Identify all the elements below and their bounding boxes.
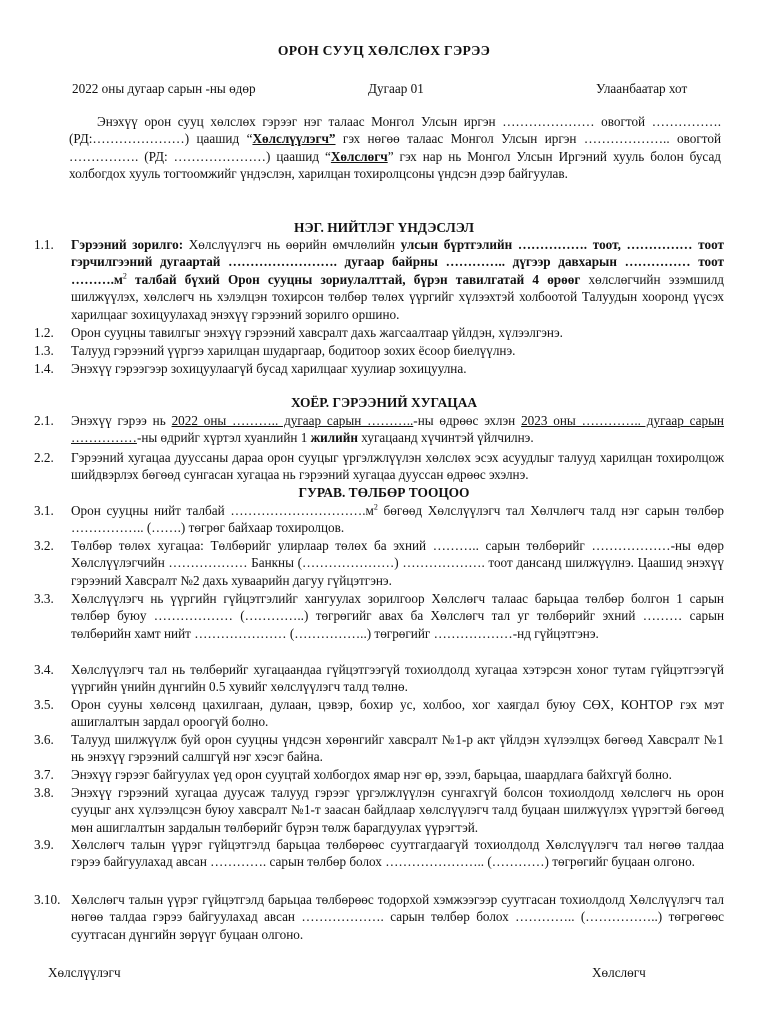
clause-text: Хөлслөгч талын үүрэг гүйцэтгэлд барьцаа төлбөрөөс тодорхой хэмжээгээр суутгасан тохиолдолд Хөлслүүлэгч тал нөгөө талдаа гэрээ байгуулахад авсан ………………. сарын төлбөр болох ………….. (……………..) төгрөгөөс суутгасан дүнгийн зөрүүг буцаан олгоно.: [71, 892, 724, 942]
clause-text: Төлбөр төлөх хугацаа: Төлбөрийг улирлаар төлөх ба эхний ……….. сарын төлбөрийг ………………-ны өдөр Хөлслүүлэгчийн ……………… Банкны (…………………) ………………. тоот дансанд шилжүүлнэ. Цаашид энэхүү гэрээний Хавсралт №2 дахь хуваарийн дагуу гүйцэтгэнэ.: [71, 538, 724, 588]
clause-number: 3.8.: [34, 785, 54, 800]
clause-1-1: [34, 236, 724, 323]
clause-text: Гэрээний хугацаа дууссаны дараа орон сууцыг үргэлжлүүлэн хөлслөх эсэх асуудлыг талууд харилцан тохиролцож шийдвэрлэх бөгөөд сунгасан хугацаа нь гэрээний хугацаа дууссан өдрөөс эхэлнэ.: [71, 450, 724, 483]
party-lessee: Хөлслөгч: [330, 148, 388, 164]
clause-number: 2.1.: [34, 413, 54, 428]
clause-number: 3.2.: [34, 538, 54, 553]
clause-number: 3.5.: [34, 697, 54, 712]
clause-bold-text: талбай бүхий Орон сууцны зориулалттай, бүрэн тавилгатай 4 өрөөг: [126, 271, 581, 287]
clause-text: Энэхүү гэрээний хугацаа дуусаж талууд гэрээг үргэлжлүүлэн сунгахгүй болсон тохиолдолд хөлслөгч нь орон сууцыг анх хүлээлцсэн буюу хавсралт №1-т заасан байдлаар хөлслүүлэгч талд буцаан шилжүүлэх үүрэгтэй бөгөөд мөн ашиглалтын зардалын төлбөрийг бүрэн төлж барагдуулах үүрэгтэй.: [71, 785, 724, 835]
clause-bold-text: жилийн: [310, 430, 358, 446]
clause-3-6: [34, 731, 724, 766]
clause-3-2: [34, 537, 724, 589]
clause-2-2: [34, 449, 724, 484]
superscript: 2: [373, 502, 378, 512]
clause-2-1: [34, 412, 724, 447]
clause-text: -ны өдрийг хүртэл хуанлийн 1: [136, 430, 311, 446]
clause-1-4: [34, 360, 724, 377]
clause-text: Энэхүү гэрээгээр зохицуулаагүй бусад харилцааг хуулиар зохицуулна.: [71, 361, 467, 376]
clause-bold-text: улсын бүртгэлийн ……………. тоот, …………… тоот гэрчилгээний дугаартай ……………………. дугаар байрны ………….. дүгээр давхарын …………… тоот ……….м: [71, 237, 724, 287]
clause-number: 1.2.: [34, 325, 54, 340]
intro-text-3: ” гэх нар нь Монгол Улсын Иргэний хууль болон бусад холбогдох хууль тогтоомжийг үндэслэн, харилцан тохиролцсоны үндсэн дээр байгуулав.: [69, 148, 722, 182]
clause-1-2: [34, 324, 724, 341]
clause-3-7: [34, 766, 724, 783]
clause-text: Энэхүү гэрээ нь: [71, 413, 172, 428]
clause-number: 3.6.: [34, 732, 54, 747]
section-heading-3: ГУРАВ. ТӨЛБӨР ТООЦОО: [298, 485, 470, 500]
clause-text: хугацаанд хүчинтэй үйлчилнэ.: [357, 430, 534, 446]
clause-number: 3.4.: [34, 662, 54, 677]
clause-3-8: [34, 784, 724, 836]
clause-number: 3.3.: [34, 591, 54, 606]
clause-number: 3.1.: [34, 503, 54, 518]
clause-text: бөгөөд Хөлслүүлэгч тал Хөлчлөгч талд нэг сарын төлбөр …………….. (…….) төгрөг байхаар тохиролцов.: [71, 503, 724, 536]
clause-text: Хөлслүүлэгч тал нь төлбөрийг хугацаандаа гүйцэтгээгүй тохиолдолд хугацаа хэтэрсэн хоног тутам гүйцэтгээгүй үүргийн үнийн дүнгийн 0.5 хувийг хөлслүүлэгч талд төлнө.: [71, 662, 724, 695]
clause-number: 1.4.: [34, 361, 54, 376]
intro-text-2: гэх нөгөө талаас Монгол Улсын иргэн ……………….. овогтой ……………. (РД: …………………) цаашид “: [69, 131, 721, 164]
clause-number: 3.7.: [34, 767, 54, 782]
clause-text: хөлслөгчийн эзэмшилд шилжүүлэх, хөлслөгч нь хэлэлцэн тохирсон төлбөр төлөх үүргийг хүлээхтэй холбоотой Талуудын хооронд үүсэх харилцааг зохицуулахад энэхүү гэрээний зорилго оршино.: [71, 271, 724, 322]
clause-3-5: [34, 696, 724, 731]
intro-paragraph: [69, 113, 721, 183]
clause-text: Талууд шилжүүлж буй орон сууцны үндсэн хөрөнгийг хавсралт №1-р акт үйлдэн хүлээлцэх бөгөөд Хавсралт №1 нь энэхүү гэрээний салшгүй нэг хэсэг байна.: [71, 732, 724, 765]
section-heading-2: ХОЁР. ГЭРЭЭНИЙ ХУГАЦАА: [290, 395, 478, 410]
contract-city: Улаанбаатар хот: [596, 81, 688, 96]
clause-text: -ны өдрөөс эхлэн: [413, 413, 522, 428]
clause-3-4: [34, 661, 724, 696]
clause-text: Орон сууцны тавилгыг энэхүү гэрээний хавсралт дахь жагсаалтаар үйлдэн, хүлээлгэнэ.: [71, 325, 563, 340]
clause-text: Орон сууцны нийт талбай ………………………….м: [71, 503, 374, 518]
clause-text: Энэхүү гэрээг байгуулах үед орон сууцтай холбогдох ямар нэг өр, зээл, барьцаа, шаардлага байхгүй болно.: [71, 767, 672, 782]
clause-number: 3.9.: [34, 837, 54, 852]
clause-number: 1.3.: [34, 343, 54, 358]
intro-text-1: Энэхүү орон сууц хөлслөх гэрээг нэг талаас Монгол Улсын иргэн ………………… овогтой ……………. (РД:…………………) цаашид “: [69, 114, 721, 147]
contract-number: Дугаар 01: [368, 81, 424, 96]
clause-3-3: [34, 590, 724, 642]
start-date: 2022 оны ……….. дугаар сарын ………..: [171, 413, 414, 428]
clause-3-1: [34, 502, 724, 537]
clause-lead: Гэрээний зорилго:: [71, 237, 184, 252]
clause-number: 3.10.: [34, 892, 61, 907]
signature-lessee: Хөлслөгч: [592, 965, 646, 980]
clause-text: Талууд гэрээний үүргээ харилцан шударгаар, бодитоор зохих ёсоор биелүүлнэ.: [71, 343, 516, 358]
clause-3-10: [34, 891, 724, 943]
superscript: 2: [122, 271, 127, 281]
document-title: ОРОН СУУЦ ХӨЛСЛӨХ ГЭРЭЭ: [277, 43, 491, 58]
clause-3-9: [34, 836, 724, 871]
clause-text: Хөлслүүлэгч нь өөрийн өмчлөлийн: [183, 237, 401, 252]
clause-number: 1.1.: [34, 237, 54, 252]
end-date: 2023 оны ………….. дугаар сарын ……………: [71, 413, 724, 446]
section-heading-1: НЭГ. НИЙТЛЭГ ҮНДЭСЛЭЛ: [294, 220, 474, 235]
clause-number: 2.2.: [34, 450, 54, 465]
clause-text: Хөлслөгч талын үүрэг гүйцэтгэлд барьцаа төлбөрөөс суутгагдаагүй тохиолдолд Хөлслүүлэгч тал нөгөө талдаа гэрээ байгуулахад авсан …………. сарын төлбөр болох ………………….. (…………) төгрөгийг буцаан олгоно.: [71, 837, 724, 870]
clause-text: Орон сууны хөлсөнд цахилгаан, дулаан, цэвэр, бохир ус, холбоо, хог хаягдал буюу СӨХ, КОНТОР гэх мэт ашиглалтын зардал ороогүй болно.: [71, 697, 724, 730]
party-lessor: Хөлслүүлэгч”: [252, 131, 336, 147]
clause-text: Хөлслүүлэгч нь үүргийн гүйцэтгэлийг хангуулах зорилгоор Хөлслөгч талаас барьцаа төлбөр болгон 1 сарын төлбөр буюу ……………… (…………..) төгрөгийг авах ба Хөлслөгч тал уг төлбөрийг эхний ……… сарын төлбөрийн хамт нийт ………………… (……………..) төгрөгийг ………………-нд гүйцэтгэнэ.: [71, 591, 724, 641]
clause-1-3: [34, 342, 724, 359]
contract-date: 2022 оны дугаар сарын -ны өдөр: [72, 81, 256, 96]
signature-lessor: Хөлслүүлэгч: [48, 965, 121, 980]
